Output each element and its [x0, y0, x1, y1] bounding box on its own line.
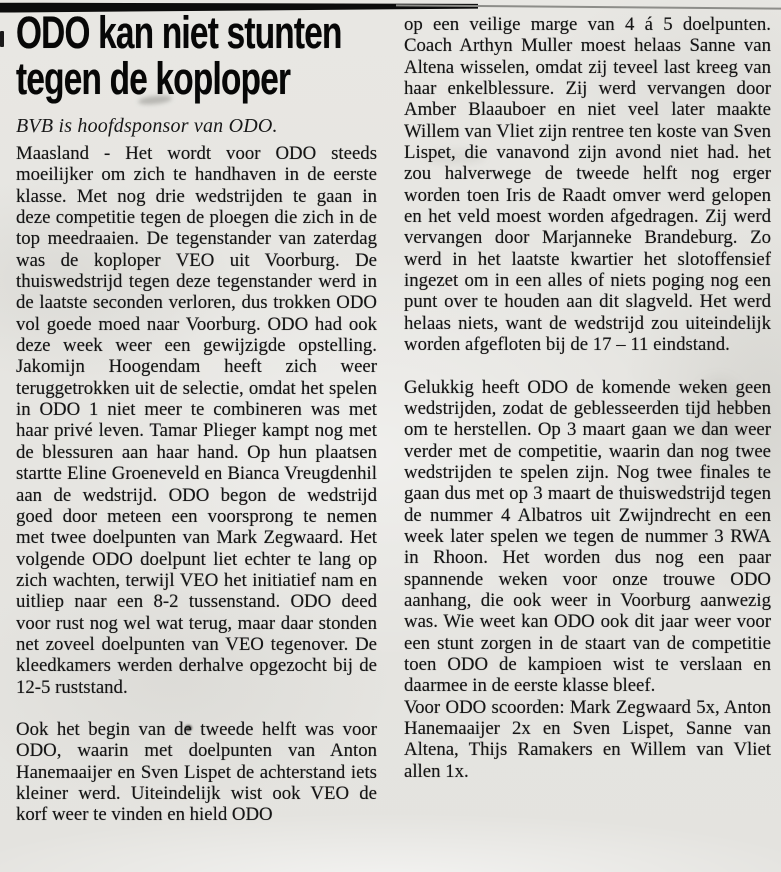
article-column-left	[16, 7, 377, 826]
headline-line-1: ODO kan niet stunten	[16, 7, 342, 58]
paragraph: Gelukkig heeft ODO de komende weken geen wedstrijden, zodat de geblesseerden tijd hebben om te herstellen. Op 3 maart gaan we dan weer verder met de competitie, waarin dan nog twee wedstrijden te spelen zijn. Nog twee finales te gaan dus met op 3 maart de thuiswedstrijd tegen de nummer 4 Albatros uit Zwijndrecht en een week later spelen we tegen de nummer 3 RWA in Rhoon. Het worden dus nog een paar spannende weken voor onze trouwe ODO aanhang, die ook weer in Voorburg aanwezig was. Wie weet kan ODO ook dit jaar weer voor een stunt zorgen in de staart van de competitie toen ODO de kampioen wist te verslaan en daarmee in de eerste klasse bleef.	[404, 376, 771, 697]
paragraph: Ook het begin van de tweede helft was voor ODO, waarin met doelpunten van Anton Hanemaaijer en Sven Lispet de achterstand iets kleiner werd. Uiteindelijk wist ook VEO de korf weer te vinden en hield ODO	[16, 718, 377, 826]
paragraph: Maasland - Het wordt voor ODO steeds moeilijker om zich te handhaven in de eerste klasse. Met nog drie wedstrijden te gaan in deze competitie tegen de ploegen die zich in de top meedraaien. De tegenstander van zaterdag was de koploper VEO uit Voorburg. De thuiswedstrijd tegen deze tegenstander werd in de laatste seconden verloren, dus trokken ODO vol goede moed naar Voorburg. ODO had ook deze week weer een gewijzigde opstelling. Jakomijn Hoogendam heeft zich weer teruggetrokken uit de selectie, omdat het spelen in ODO 1 niet meer te combineren was met haar privé leven. Tamar Plieger kampt nog met de blessuren aan haar hand. Op hun plaatsen startte Eline Groeneveld en Bianca Vreugdenhil aan de wedstrijd. ODO begon de wedstrijd goed door meteen een voorsprong te nemen met twee doelpunten van Mark Zegwaard. Het volgende ODO doelpunt liet echter te lang op zich wachten, terwijl VEO het initiatief nam en uitliep naar een 8-2 tussenstand. ODO deed voor rust nog wel wat terug, maar daar stonden net zoveel doelpunten van VEO tegenover. De kleedkamers werden derhalve opgezocht bij de 12-5 ruststand.	[16, 143, 377, 698]
article-headline	[16, 7, 342, 104]
article-body-left	[16, 143, 377, 826]
article-subhead: BVB is hoofdsponsor van ODO.	[16, 115, 278, 137]
paragraph: op een veilige marge van 4 á 5 doelpunten. Coach Arthyn Muller moest helaas Sanne van Altena wisselen, omdat zij teveel last kreeg van haar enkelblessure. Zij werd vervangen door Amber Blaauboer en niet veel later maakte Willem van Vliet zijn rentree ten koste van Sven Lispet, die vanavond zijn avond niet had. het zou halverwege de tweede helft nog erger worden toen Iris de Raadt omver werd gelopen en het veld moest worden afgedragen. Zij werd vervangen door Marjanneke Brandeburg. Zo werd in het laatste kwartier het slotoffensief ingezet om in een alles of niets poging nog een punt over te houden aan dit slagveld. Het werd helaas niets, want de wedstrijd zou uiteindelijk worden afgefloten bij de 17 – 11 eindstand.	[404, 14, 771, 356]
paragraph-scorers: Voor ODO scoorden: Mark Zegwaard 5x, Anton Hanemaaijer 2x en Sven Lispet, Sanne van Altena, Thijs Ramakers en Willem van Vliet allen 1x.	[404, 696, 771, 782]
article-body-right	[404, 14, 771, 782]
scan-edge-artifact	[0, 31, 4, 47]
article-column-right	[404, 14, 771, 782]
headline-line-2: tegen de koploper	[16, 53, 291, 104]
